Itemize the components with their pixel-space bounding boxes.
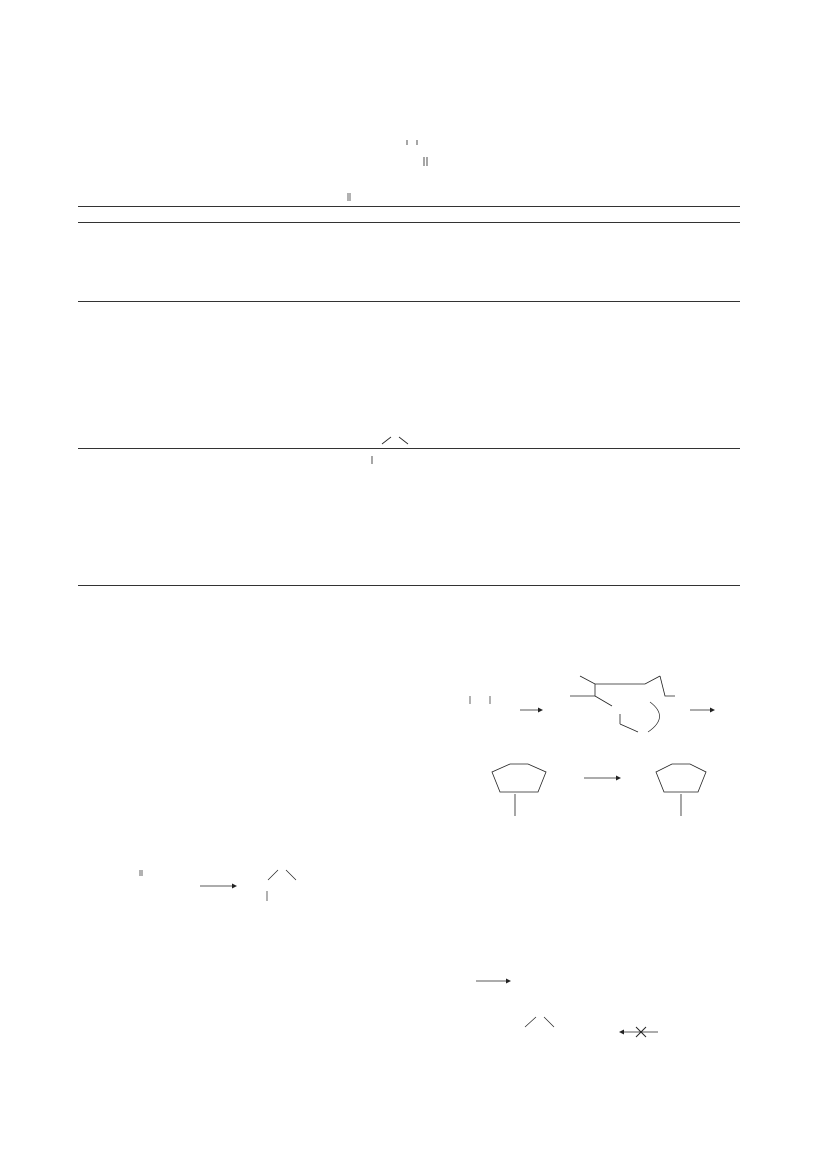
table3-rule-bottom [78,585,740,586]
table2-rule-top [78,206,740,207]
equation-18 [422,965,742,1075]
cch3-oxo [345,182,357,206]
scheme-iv [420,662,750,862]
table3-rule-top [78,448,740,449]
table2-rule-mid [78,222,740,223]
table3-structure [360,424,500,484]
running-title [752,70,759,85]
table2-rule-bottom [78,301,740,302]
equation-17 [120,860,380,940]
table2-structure [360,128,460,188]
